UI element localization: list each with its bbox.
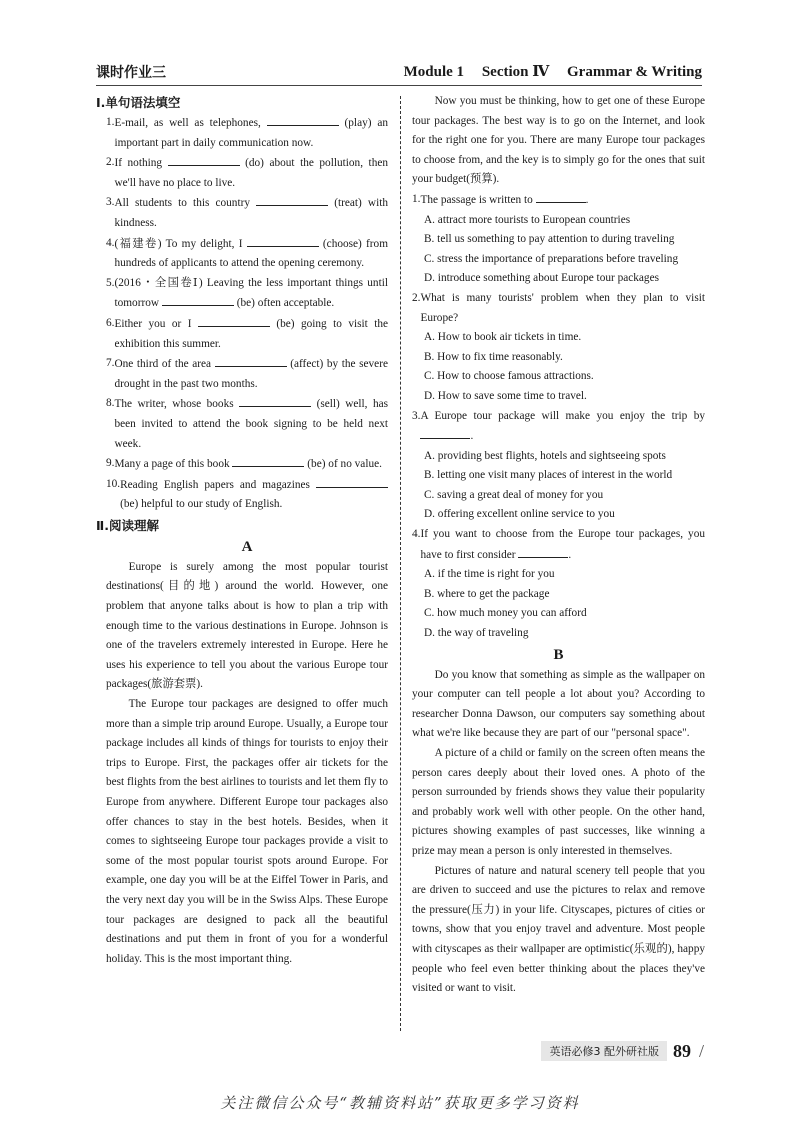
- question: [412, 289, 705, 407]
- question: [412, 407, 705, 526]
- answer-option[interactable]: D. How to save some time to travel.: [424, 389, 587, 402]
- item-text: [114, 113, 388, 153]
- answer-blank[interactable]: [267, 113, 339, 126]
- fill-item: [106, 234, 388, 274]
- answer-option[interactable]: C. stress the importance of preparations before traveling: [424, 252, 679, 265]
- part2-title: Ⅱ.阅读理解: [96, 517, 159, 533]
- fill-item: [106, 475, 388, 515]
- item-before: All students to this country: [114, 197, 250, 210]
- page-footer: [541, 1040, 704, 1062]
- fill-item: [106, 454, 388, 475]
- question: [412, 190, 705, 289]
- edition-label: 英语必修3 配外研社版: [541, 1041, 667, 1061]
- answer-option[interactable]: C. saving a great deal of money for you: [424, 488, 604, 501]
- item-before: One third of the area: [114, 358, 212, 371]
- part1-title: Ⅰ.单句语法填空: [96, 95, 181, 110]
- item-after: (choose) from hundreds of applicants to attend the opening ceremony.: [114, 237, 388, 270]
- passage-a-label: A: [241, 538, 253, 555]
- item-before: E-mail, as well as telephones,: [114, 117, 261, 129]
- answer-option[interactable]: B. tell us something to pay attention to during traveling: [424, 233, 675, 246]
- item-before: If nothing: [114, 157, 163, 170]
- question-end: .: [470, 430, 474, 443]
- page-number: 89: [672, 1040, 691, 1061]
- passage-b-paragraph: Pictures of nature and natural scenery tell people that you are driven to succeed and use the pictures to relax and remove the pressure(压力) in your life. Cityscapes, pictures of cities or towns, show that you enjoy travel and adventure. Most people with cityscapes as their wallpaper are optimistic(乐观的), happy people who feel even better thinking about the places they've visited or want to visit.: [412, 864, 705, 995]
- answer-option[interactable]: B. where to get the package: [424, 587, 550, 600]
- fill-item: [106, 314, 388, 354]
- passage-a-questions: [412, 190, 705, 644]
- item-number: 1.: [106, 116, 115, 128]
- question-number: 1.: [412, 192, 421, 205]
- passage-b-label: B: [553, 646, 564, 663]
- question-stem: What is many tourists' problem when they plan to visit Europe?: [420, 291, 705, 324]
- item-number: 8.: [106, 397, 115, 410]
- answer-blank[interactable]: [198, 314, 270, 327]
- item-number: 5.: [106, 276, 115, 289]
- fill-item: [106, 394, 388, 454]
- answer-option[interactable]: A. How to book air tickets in time.: [424, 331, 582, 344]
- passage-b-paragraph: Do you know that something as simple as the wallpaper on your computer can tell people a lot about you? According to researcher Donna Dawson, our computers say something about what we're like because they are part of our "personal space".: [412, 668, 705, 740]
- answer-option[interactable]: C. how much money you can afford: [424, 607, 587, 620]
- item-before: (福建卷) To my delight, I: [114, 237, 243, 250]
- header-rule: [96, 85, 702, 86]
- item-text: [114, 454, 388, 475]
- item-number: 6.: [106, 316, 115, 329]
- question-number: 2.: [412, 291, 421, 304]
- item-after: (sell) well, has been invited to attend the book signing to be held next week.: [114, 398, 389, 450]
- item-before: The writer, whose books: [114, 398, 234, 411]
- item-after: (do) about the pollution, then we'll have no place to live.: [114, 157, 389, 189]
- answer-option[interactable]: C. How to choose famous attractions.: [424, 370, 594, 383]
- question-stem: A Europe tour package will make you enjoy the trip by: [420, 409, 705, 422]
- item-number: 2.: [106, 156, 115, 169]
- question-end: .: [585, 193, 589, 206]
- answer-option[interactable]: D. introduce something about Europe tour packages: [424, 272, 659, 285]
- fill-item: [106, 113, 388, 153]
- question-number: 3.: [412, 409, 421, 422]
- item-number: 9.: [106, 457, 115, 470]
- item-number: 3.: [106, 196, 115, 209]
- fill-item: [106, 274, 388, 314]
- passage-b-paragraph: A picture of a child or family on the screen often means the person cares deeply about their loved ones. A photo of the person surrounded by friends shows they value their popularity and probably work well with other people. On the other hand, pictures showing examples of past successes, like winning a prize may mean a person is only interested in themselves.: [412, 747, 705, 857]
- question-number: 4.: [412, 528, 421, 541]
- answer-blank[interactable]: [239, 394, 311, 407]
- answer-blank[interactable]: [162, 293, 234, 306]
- answer-blank[interactable]: [536, 190, 586, 203]
- item-before: Either you or I: [114, 317, 192, 330]
- right-column: [412, 92, 705, 999]
- module-heading: [404, 62, 702, 81]
- item-text: [114, 234, 388, 274]
- section-label: Section Ⅳ: [481, 64, 550, 80]
- item-after: (be) often acceptable.: [236, 297, 335, 310]
- answer-option[interactable]: B. How to fix time reasonably.: [424, 350, 563, 363]
- item-after: (affect) by the severe drought in the past two months.: [114, 358, 388, 390]
- answer-blank[interactable]: [168, 153, 240, 166]
- answer-blank[interactable]: [247, 234, 319, 247]
- answer-option[interactable]: D. the way of traveling: [424, 627, 529, 640]
- item-before: (2016・全国卷Ⅰ) Leaving the less important things until tomorrow: [114, 276, 388, 310]
- item-text: [120, 475, 388, 515]
- item-after: (be) going to visit the exhibition this summer.: [114, 317, 389, 350]
- item-before: Reading English papers and magazines: [120, 478, 310, 491]
- question-end: .: [568, 548, 572, 561]
- item-text: [114, 153, 388, 193]
- question-stem: The passage is written to: [420, 193, 533, 206]
- column-divider: [400, 96, 401, 1031]
- item-text: [114, 394, 388, 454]
- item-after: (treat) with kindness.: [114, 197, 388, 229]
- item-text: [114, 314, 388, 354]
- item-after: (play) an important part in daily communication now.: [114, 117, 388, 149]
- wechat-note: 关注微信公众号“教辅资料站”获取更多学习资料: [220, 1094, 580, 1112]
- answer-option[interactable]: B. letting one visit many places of interest in the world: [424, 469, 673, 482]
- item-text: [114, 354, 388, 394]
- fill-item: [106, 153, 388, 193]
- item-before: Many a page of this book: [114, 458, 230, 471]
- answer-blank[interactable]: [420, 426, 470, 439]
- passage-a-paragraph: Now you must be thinking, how to get one of these Europe tour packages. The best way is to go on the Internet, and look for the right one for you. There are many Europe tour packages to choose from, and the key is to simply go for the ones that suit your budget(预算).: [412, 95, 705, 186]
- item-after: (be) of no value.: [307, 458, 382, 471]
- answer-option[interactable]: A. if the time is right for you: [424, 568, 555, 581]
- footer-slash: /: [698, 1040, 704, 1061]
- item-number: 10.: [106, 477, 121, 490]
- fill-item: [106, 193, 388, 233]
- answer-blank[interactable]: [232, 454, 304, 467]
- item-text: [114, 193, 388, 233]
- left-column: [96, 92, 389, 969]
- grammar-fill-list: [106, 113, 388, 515]
- fill-item: [106, 354, 388, 394]
- assignment-label: 课时作业三: [96, 65, 166, 81]
- question: [412, 525, 705, 644]
- item-text: [114, 274, 388, 314]
- passage-a-paragraph: The Europe tour packages are designed to offer much more than a simple trip around Europe. Usually, a Europe tour package includes all kinds of things for tourists to enjoy their trips to Europe. First, the packages offer air tickets for the best flights from the best airlines to tourists and let them fly to Europe from anywhere. Different Europe tour packages also offer chances to stay in the best hotels. Besides, when it comes to sightseeing Europe tour packages provide a visit to some of the most popular tourist spots around Europe. For example, one day you will be at the Eiffel Tower in Paris, and the very next day you will be in the Swiss Alps. These Europe tour packages are designed to pack all the beautiful destinations and put them in front of you for a wonderful holiday. This is the most important thing.: [106, 698, 388, 965]
- module-label: Module 1: [403, 64, 465, 80]
- answer-option[interactable]: A. providing best flights, hotels and sightseeing spots: [424, 449, 666, 462]
- passage-a-paragraph: Europe is surely among the most popular tourist destinations(目的地) around the world. However, one problem that anyone talks about is how to plan a trip with enough time to the various destinations in Europe. Johnson is one of the travelers extremely interested in Europe. Here he uses his experience to tell you about the various Europe tour packages(旅游套票).: [106, 560, 388, 691]
- answer-option[interactable]: A. attract more tourists to European countries: [424, 213, 631, 226]
- item-number: 4.: [106, 236, 115, 249]
- answer-blank[interactable]: [316, 475, 388, 488]
- topic-label: Grammar & Writing: [567, 64, 702, 80]
- item-number: 7.: [106, 357, 115, 370]
- question-stem: If you want to choose from the Europe tour packages, you have to first consider: [420, 528, 705, 561]
- answer-blank[interactable]: [256, 193, 328, 206]
- answer-blank[interactable]: [518, 545, 568, 558]
- item-after: (be) helpful to our study of English.: [120, 498, 283, 511]
- answer-option[interactable]: D. offering excellent online service to you: [424, 508, 615, 521]
- answer-blank[interactable]: [215, 354, 287, 367]
